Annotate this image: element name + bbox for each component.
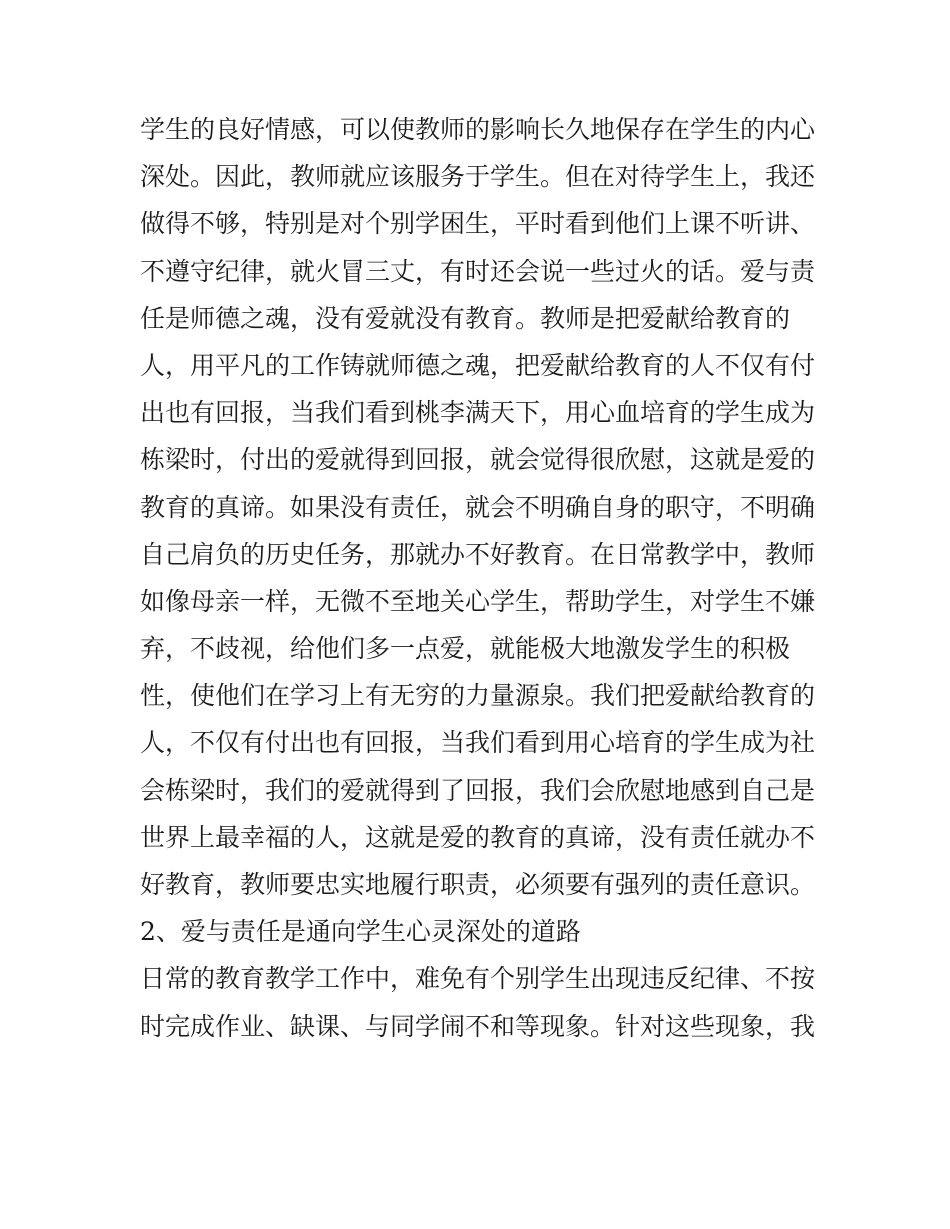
text-line: 性，使他们在学习上有无穷的力量源泉。我们把爱献给教育的 <box>140 681 816 711</box>
text-line: 好教育，教师要忠实地履行职责，必须要有强列的责任意识。 <box>140 870 816 899</box>
text-line: 任是师德之魂，没有爱就没有教育。教师是把爱献给教育的 <box>140 303 791 333</box>
text-line: 时完成作业、缺课、与同学闹不和等现象。针对这些现象，我 <box>140 1011 816 1041</box>
text-line: 自己肩负的历史任务，那就办不好教育。在日常教学中，教师 <box>140 539 816 569</box>
text-line: 深处。因此，教师就应该服务于学生。但在对待学生上，我还 <box>140 162 816 192</box>
body-text <box>140 106 830 1050</box>
text-line: 会栋梁时，我们的爱就得到了回报，我们会欣慰地感到自己是 <box>140 775 816 805</box>
text-line: 弃，不歧视，给他们多一点爱，就能极大地激发学生的积极 <box>140 634 791 664</box>
text-line: 不遵守纪律，就火冒三丈，有时还会说一些过火的话。爱与责 <box>140 256 816 286</box>
text-line: 人，用平凡的工作铸就师德之魂，把爱献给教育的人不仅有付 <box>140 350 816 380</box>
text-line: 日常的教育教学工作中，难免有个别学生出现违反纪律、不按 <box>140 964 816 994</box>
text-line: 栋梁时，付出的爱就得到回报，就会觉得很欣慰，这就是爱的 <box>140 445 816 475</box>
text-line: 教育的真谛。如果没有责任，就会不明确自身的职守，不明确 <box>140 492 816 522</box>
text-line: 出也有回报，当我们看到桃李满天下，用心血培育的学生成为 <box>140 398 816 428</box>
text-line: 世界上最幸福的人，这就是爱的教育的真谛，没有责任就办不 <box>140 822 816 852</box>
text-line: 学生的良好情感，可以使教师的影响长久地保存在学生的内心 <box>140 115 816 144</box>
section-heading: 2、爱与责任是通向学生心灵深处的道路 <box>140 917 581 947</box>
text-line: 如像母亲一样，无微不至地关心学生，帮助学生，对学生不嫌 <box>140 586 816 616</box>
text-line: 做得不够，特别是对个别学困生，平时看到他们上课不听讲、 <box>140 209 816 239</box>
text-line: 人，不仅有付出也有回报，当我们看到用心培育的学生成为社 <box>140 728 816 758</box>
